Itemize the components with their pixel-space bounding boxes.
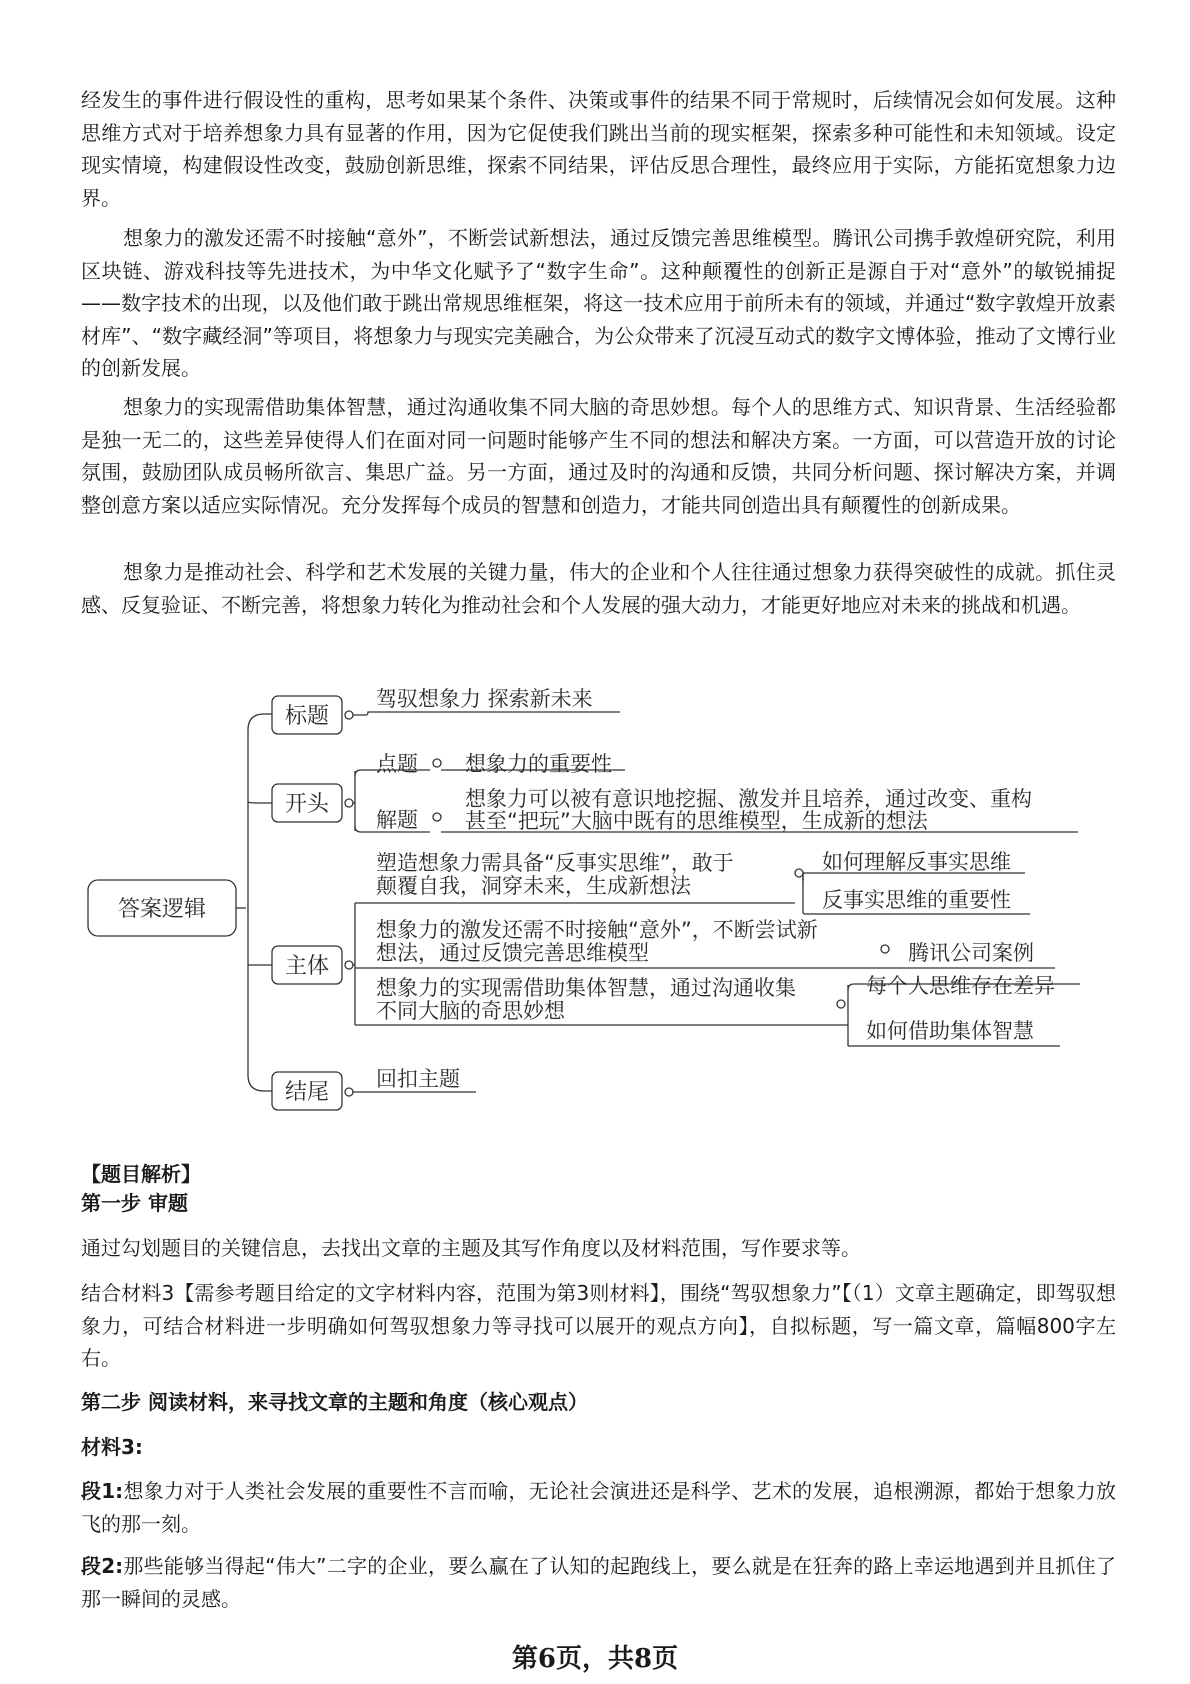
title-text: 驾驭想象力 探索新未来 [376,687,593,711]
segment-1 [81,1475,1116,1540]
body-point3-line2: 不同大脑的奇思妙想 [376,999,565,1023]
mindmap-root-label: 答案逻辑 [117,897,207,922]
article-paragraph-2: 想象力的激发还需不时接触“意外”，不断尝试新想法，通过反馈完善思维模型。腾讯公司携手敦煌研究院，利用区块链、游戏科技等先进技术，为中华文化赋予了“数字生命”。这种颠覆性的创新正是源自于对“意外”的敏锐捕捉——数字技术的出现，以及他们敢于跳出常规思维框架，将这一技术应用于前所未有的领域，并通过“数字敦煌开放素材库”、“数字藏经洞”等项目，将想象力与现实完美融合，为公众带来了沉浸互动式的数字文博体验，推动了文博行业的创新发展。 [81,226,1116,380]
material-label: 材料3: [81,1435,143,1459]
step2-title: 第二步 阅读材料，来寻找文章的主题和角度（核心观点） [81,1390,588,1414]
body-point3-line1: 想象力的实现需借助集体智慧，通过沟通收集 [376,976,796,1000]
branch-body-label: 主体 [284,954,330,979]
body-point2-sub1: 腾讯公司案例 [908,941,1034,965]
page-footer: 第6页，共8页 [511,1644,679,1674]
branch-title-label: 标题 [284,704,330,729]
step1-text: 通过勾划题目的关键信息，去找出文章的主题及其写作角度以及材料范围，写作要求等。 [81,1236,861,1260]
segment-2 [81,1550,1116,1615]
opening-point-label: 点题 [376,752,418,776]
segment-2-label: 段2: [81,1554,124,1578]
branch-opening-label: 开头 [284,792,330,817]
opening-explain-label: 解题 [376,808,418,832]
article-paragraph-4: 想象力是推动社会、科学和艺术发展的关键力量，伟大的企业和个人往往通过想象力获得突破性的成就。抓住灵感、反复验证、不断完善，将想象力转化为推动社会和个人发展的强大动力，才能更好地应对未来的挑战和机遇。 [81,560,1116,617]
analysis-heading: 【题目解析】 [81,1162,201,1186]
body-point1-sub2: 反事实思维的重要性 [822,888,1011,912]
body-point2-line2: 想法，通过反馈完善思维模型 [376,941,649,965]
body-point3-sub1: 每个人思维存在差异 [866,974,1055,998]
opening-point-text: 想象力的重要性 [465,752,612,776]
segment-1-label: 段1: [81,1479,124,1503]
branch-ending-label: 结尾 [284,1080,330,1105]
body-point1-sub1: 如何理解反事实思维 [822,850,1011,874]
article-paragraph-1: 经发生的事件进行假设性的重构，思考如果某个条件、决策或事件的结果不同于常规时，后续情况会如何发展。这种思维方式对于培养想象力具有显著的作用，因为它促使我们跳出当前的现实框架，探索多种可能性和未知领域。设定现实情境，构建假设性改变，鼓励创新思维，探索不同结果，评估反思合理性，最终应用于实际，方能拓宽想象力边界。 [81,88,1116,210]
segment-2-text: 那些能够当得起“伟大”二字的企业，要么赢在了认知的起跑线上，要么就是在狂奔的路上幸运地遇到并且抓住了那一瞬间的灵感。 [81,1554,1116,1611]
opening-explain-line2: 甚至“把玩”大脑中既有的思维模型，生成新的想法 [465,809,928,833]
body-point1-line2: 颠覆自我，洞穿未来，生成新想法 [376,874,691,898]
segment-1-text: 想象力对于人类社会发展的重要性不言而喻，无论社会演进还是科学、艺术的发展，追根溯源，都始于想象力放飞的那一刻。 [81,1479,1117,1536]
body-point3-sub2: 如何借助集体智慧 [866,1019,1034,1043]
article-paragraph-3: 想象力的实现需借助集体智慧，通过沟通收集不同大脑的奇思妙想。每个人的思维方式、知识背景、生活经验都是独一无二的，这些差异使得人们在面对同一问题时能够产生不同的想法和解决方案。一方面，可以营造开放的讨论氛围，鼓励团队成员畅所欲言、集思广益。另一方面，通过及时的沟通和反馈，共同分析问题、探讨解决方案，并调整创意方案以适应实际情况。充分发挥每个成员的智慧和创造力，才能共同创造出具有颠覆性的创新成果。 [81,395,1116,517]
opening-explain-line1: 想象力可以被有意识地挖掘、激发并且培养，通过改变、重构 [465,787,1032,811]
body-point1-line1: 塑造想象力需具备“反事实思维”，敢于 [376,851,734,875]
step1-detail: 结合材料3【需参考题目给定的文字材料内容，范围为第3则材料】，围绕“驾驭想象力”【（1）文章主题确定，即驾驭想象力，可结合材料进一步明确如何驾驭想象力等寻找可以展开的观点方向】，自拟标题，写一篇文章，篇幅800字左右。 [81,1281,1116,1370]
ending-text: 回扣主题 [376,1067,460,1091]
step1-title: 第一步 审题 [81,1191,188,1215]
body-point2-line1: 想象力的激发还需不时接触“意外”，不断尝试新 [376,918,818,942]
